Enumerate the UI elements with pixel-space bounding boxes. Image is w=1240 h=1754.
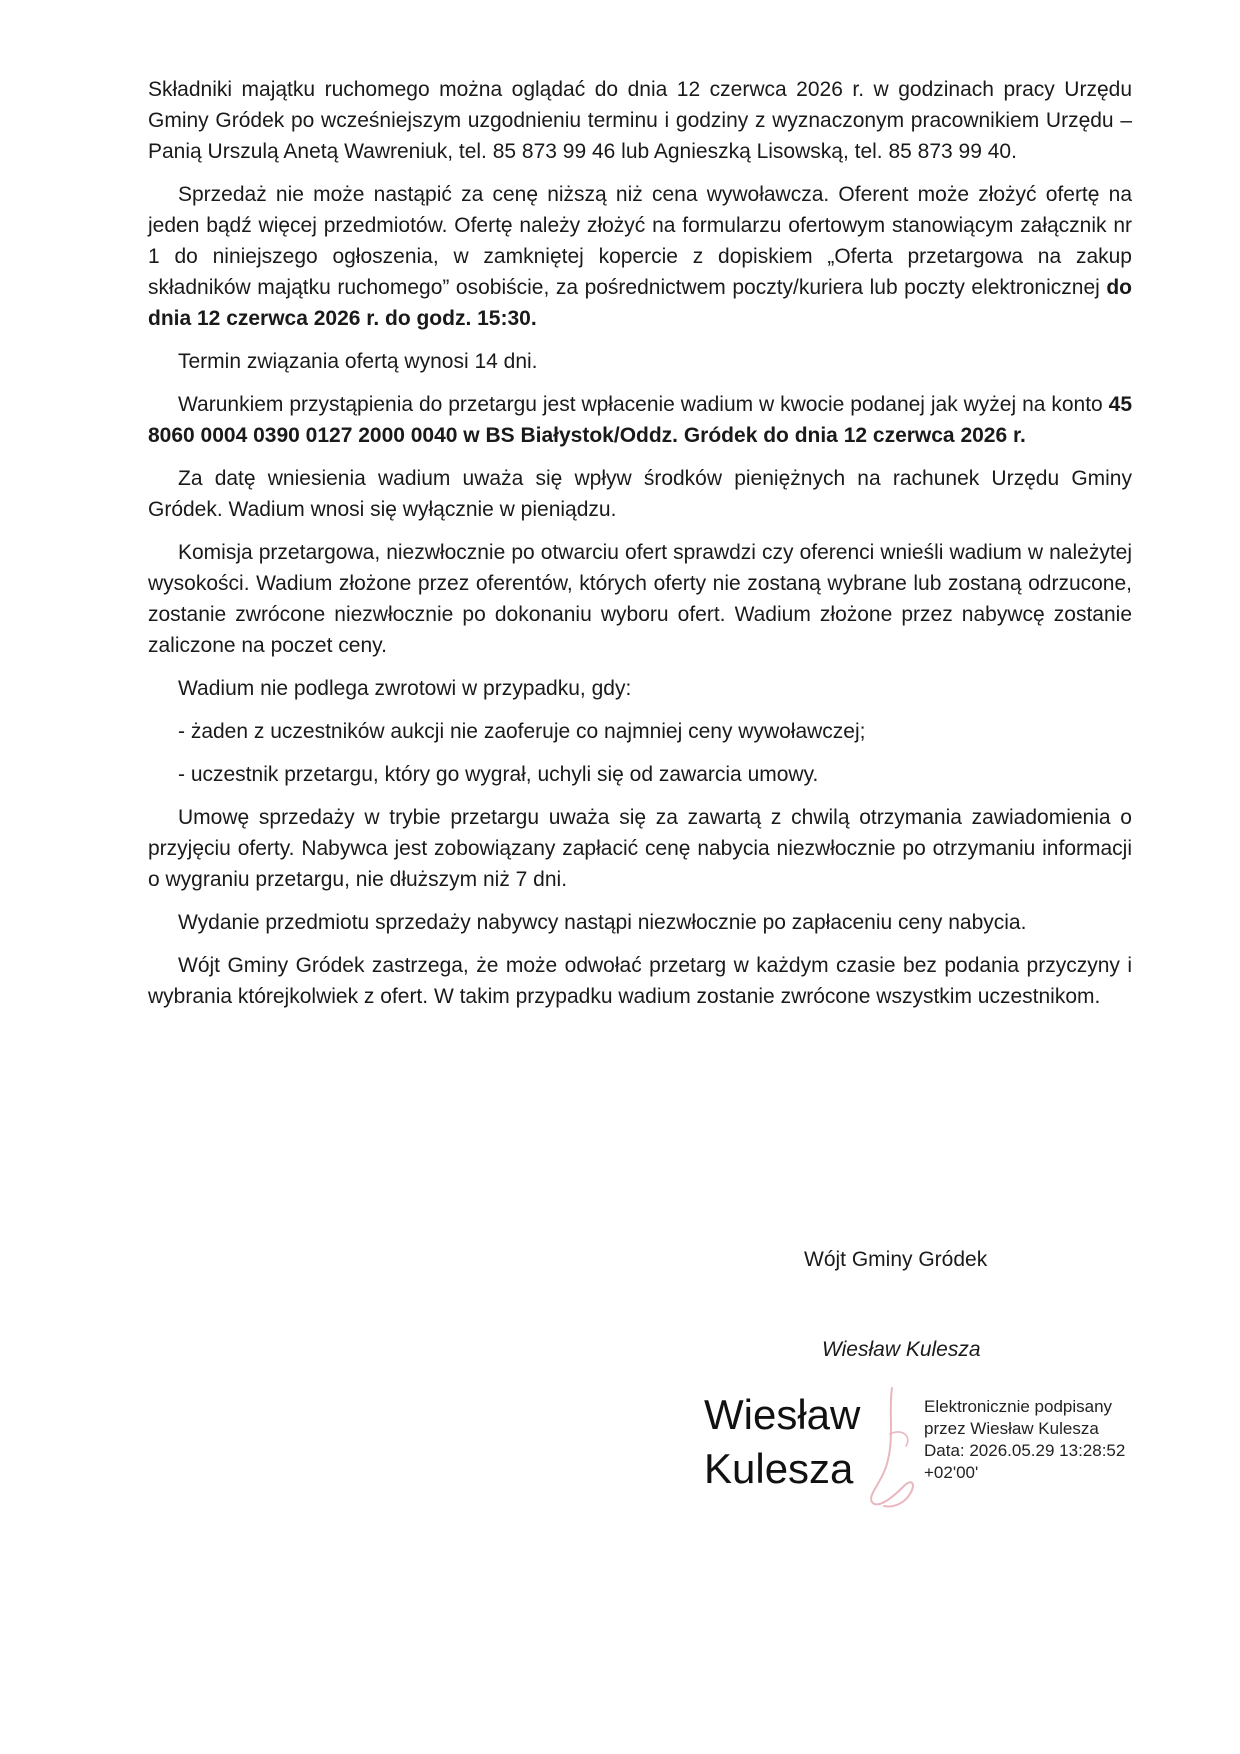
paragraph-sale-agreement: Umowę sprzedaży w trybie przetargu uważa się za zawartą z chwilą otrzymania zawiadomienia o przyjęciu oferty. Nabywca jest zobowiązany zapłacić cenę nabycia niezwłocznie po otrzymaniu informacji o wygraniu przetargu, nie dłuższym niż 7 dni. — [148, 806, 1132, 891]
signature-mark-icon — [862, 1384, 922, 1514]
list-item-contract-evasion: - uczestnik przetargu, który go wygrał, uchyli się od zawarcia umowy. — [178, 763, 819, 786]
esig-line-date: Data: 2026.05.29 13:28:52 — [924, 1441, 1126, 1460]
offer-submission-text: Sprzedaż nie może nastąpić za cenę niższą niż cena wywoławcza. Oferent może złożyć ofertę na jeden bądź więcej przedmiotów. Ofertę należy złożyć na formularzu ofertowym stanowiącym załącznik nr 1 do niniejszego ogłoszenia, w zamkniętej kopercie z dopiskiem „Oferta przetargowa na zakup składników majątku ruchomego” osobiście, za pośrednictwem poczty/kuriera lub poczty elektronicznej — [148, 183, 1132, 299]
paragraph-offer-submission — [148, 179, 1132, 334]
esig-last-name: Kulesza — [704, 1445, 854, 1492]
offer-deadline: do dnia 12 czerwca 2026 r. do godz. 15:30. — [148, 276, 1132, 330]
esig-line-timezone: +02'00' — [924, 1463, 979, 1482]
paragraph-item-release: Wydanie przedmiotu sprzedaży nabywcy nastąpi niezwłocznie po zapłaceniu ceny nabycia. — [178, 911, 1027, 934]
esig-line-signed: Elektronicznie podpisany — [924, 1397, 1113, 1416]
paragraph-binding-period: Termin związania ofertą wynosi 14 dni. — [178, 350, 538, 373]
esig-first-name: Wiesław — [704, 1391, 861, 1438]
paragraph-deposit-condition — [148, 389, 1132, 451]
signatory-name: Wiesław Kulesza — [822, 1338, 981, 1361]
paragraph-deposit-not-refunded: Wadium nie podlega zwrotowi w przypadku, gdy: — [178, 677, 632, 700]
paragraph-commission: Komisja przetargowa, niezwłocznie po otwarciu ofert sprawdzi czy oferenci wnieśli wadium w należytej wysokości. Wadium złożone przez oferentów, których oferty nie zostaną wybrane lub zostaną odrzucone, zostanie zwrócone niezwłocznie po dokonaniu wyboru ofert. Wadium złożone przez nabywcę zostanie zaliczone na poczet ceny. — [148, 541, 1132, 657]
deposit-condition-text: Warunkiem przystąpienia do przetargu jest wpłacenie wadium w kwocie podanej jak wyżej na konto — [178, 393, 1109, 416]
bank-account-and-deadline: 45 8060 0004 0390 0127 2000 0040 w BS Białystok/Oddz. Gródek do dnia 12 czerwca 2026 r. — [148, 393, 1132, 447]
paragraph-cancellation-right: Wójt Gminy Gródek zastrzega, że może odwołać przetarg w każdym czasie bez podania przyczyny i wybrania którejkolwiek z ofert. W takim przypadku wadium zostanie zwrócone wszystkim uczestnikom. — [148, 954, 1132, 1008]
list-item-no-minimum-price: - żaden z uczestników aukcji nie zaoferuje co najmniej ceny wywoławczej; — [178, 720, 866, 743]
signatory-office: Wójt Gminy Gródek — [804, 1248, 988, 1271]
esig-line-by: przez Wiesław Kulesza — [924, 1419, 1099, 1438]
paragraph-viewing-info: Składniki majątku ruchomego można oglądać do dnia 12 czerwca 2026 r. w godzinach pracy Urzędu Gminy Gródek po wcześniejszym uzgodnieniu terminu i godziny z wyznaczonym pracownikiem Urzędu – Panią Urszulą Anetą Wawreniuk, tel. 85 873 99 46 lub Agnieszką Lisowską, tel. 85 873 99 40. — [148, 78, 1132, 163]
paragraph-deposit-date: Za datę wniesienia wadium uważa się wpływ środków pieniężnych na rachunek Urzędu Gminy Gródek. Wadium wnosi się wyłącznie w pieniądzu. — [148, 467, 1132, 521]
electronic-signature-name — [704, 1388, 860, 1496]
document-body — [148, 74, 1132, 1024]
electronic-signature-details — [924, 1396, 1125, 1484]
